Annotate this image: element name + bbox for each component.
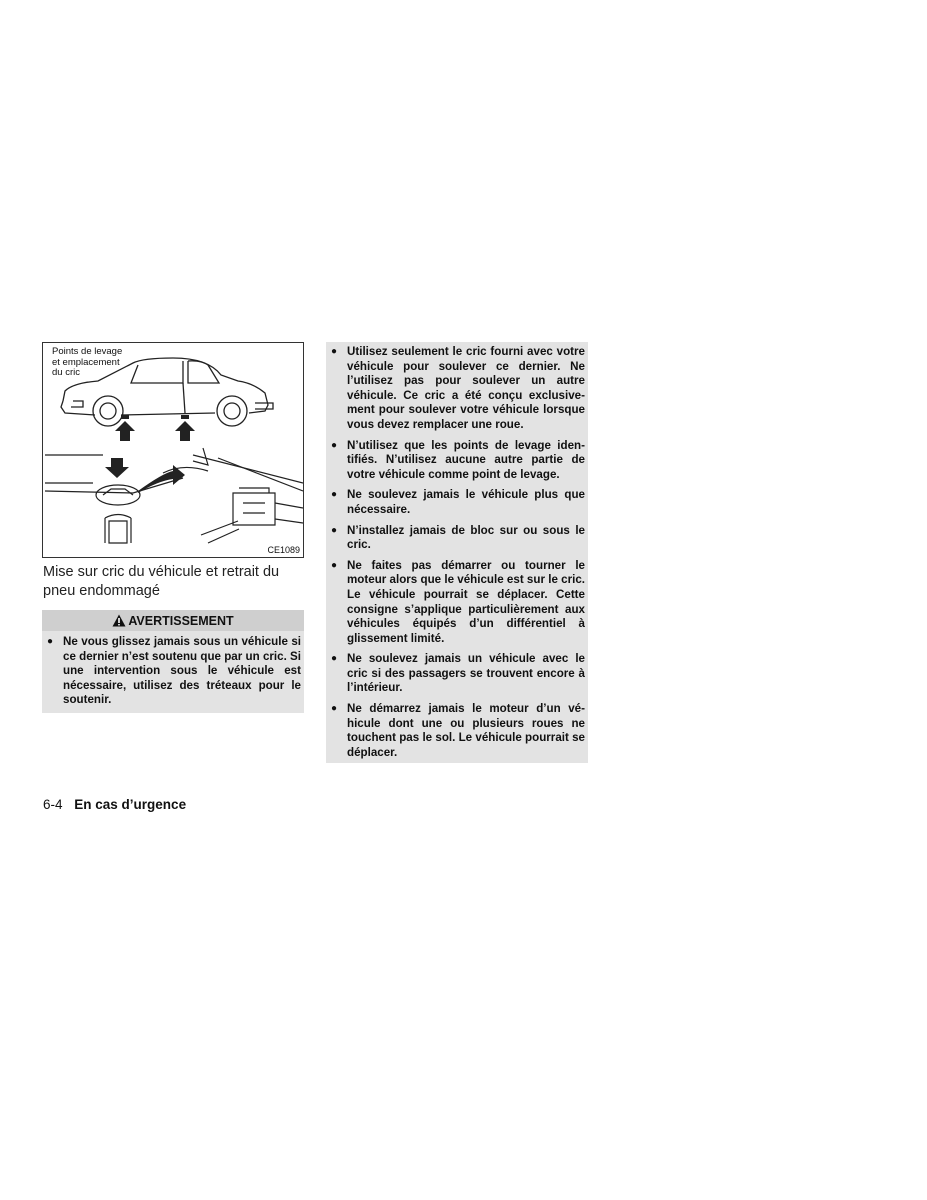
list-item: ● Ne soulevez jamais un véhicule avec le cric si des passagers se trouvent encore à l’intérieur. bbox=[331, 652, 585, 695]
list-item: ● Ne faites pas démarrer ou tourner le moteur alors que le véhicule est sur le cric. Le véhicule pourrait se déplacer. Cette consigne s’applique particulièrement aux véhicules équipés d’un différentiel à glissement limité. bbox=[331, 558, 585, 645]
list-item: ● Utilisez seulement le cric fourni avec votre véhicule pour soulever ce dernier. Ne l’utilisez pas pour soulever un autre véhicule. Ce cric a été conçu exclusivement pour soulever votre véhicule lorsque vous devez remplacer une roue. bbox=[331, 345, 585, 431]
list-item: ● Ne démarrez jamais le moteur d’un véhicule dont une ou plusieurs roues ne touchent pas le sol. Le véhicule pourrait se déplacer. bbox=[331, 702, 585, 759]
bullet-icon: ● bbox=[331, 559, 338, 571]
bullet-icon: ● bbox=[331, 703, 338, 715]
page-number: 6-4 bbox=[43, 797, 63, 812]
list-item: ● Ne soulevez jamais le véhicule plus que nécessaire. bbox=[331, 488, 585, 516]
section-title: En cas d’urgence bbox=[74, 797, 187, 812]
list-item: ● N’installez jamais de bloc sur ou sous le cric. bbox=[331, 523, 585, 552]
page-footer bbox=[43, 797, 186, 812]
warning-title: AVERTISSEMENT bbox=[128, 613, 234, 628]
warning-item: ● Ne vous glissez jamais sous un véhicule si ce dernier n’est soutenu que par un cric. Si une intervention sous le véhicule est nécessaire, utilisez des tréteaux pour le soutenir. bbox=[47, 635, 301, 707]
list-item: ● N’utilisez que les points de levage identifiés. N’utilisez aucune autre partie de votre véhicule comme point de levage. bbox=[331, 438, 585, 481]
bullet-icon: ● bbox=[331, 346, 338, 357]
warning-title-bar bbox=[42, 610, 304, 631]
warning-box bbox=[42, 610, 304, 713]
figure-caption: Mise sur cric du véhicule et retrait du pneu endommagé bbox=[43, 564, 280, 599]
warning-triangle-icon bbox=[112, 614, 126, 627]
bullet-icon: ● bbox=[331, 653, 338, 665]
figure-code: CE1089 bbox=[267, 545, 300, 555]
lift-points-label: Points de levage et emplacement du cric bbox=[52, 346, 123, 378]
bullet-icon: ● bbox=[331, 524, 338, 536]
bullet-icon: ● bbox=[331, 439, 338, 451]
bullet-icon: ● bbox=[331, 489, 338, 501]
jacking-illustration bbox=[42, 342, 304, 558]
safety-list-box bbox=[326, 342, 588, 763]
bullet-icon: ● bbox=[47, 636, 54, 647]
